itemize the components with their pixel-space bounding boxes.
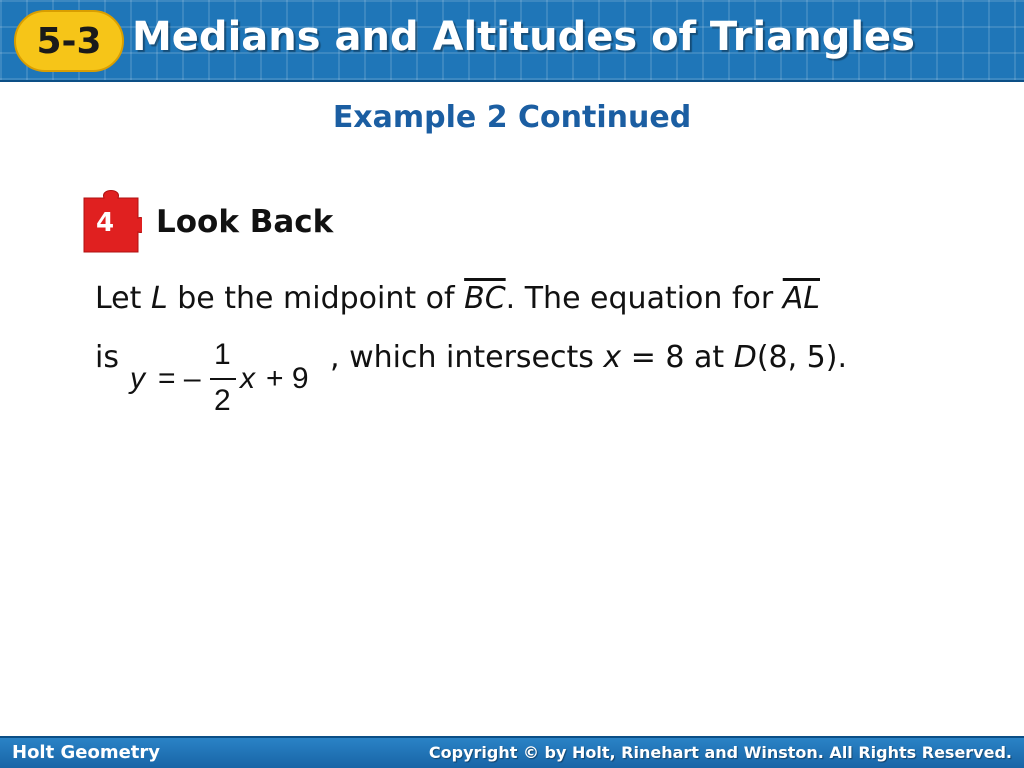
text-run: is [95, 340, 119, 375]
body-line-2-rest [330, 340, 847, 375]
fraction-bar [210, 378, 236, 380]
segment-BC: $\overline{BC}$ [464, 281, 506, 316]
text-run: Let [95, 281, 151, 316]
text-run: be the midpoint of [167, 281, 465, 316]
body-line-2-start [95, 340, 119, 375]
segment-AL: $\overline{AL}$ [782, 281, 820, 316]
footer-copyright: Copyright © by Holt, Rinehart and Winston. All Rights Reserved. [428, 743, 1012, 762]
step-title: Look Back [156, 204, 334, 240]
body-line-1 [95, 281, 820, 316]
lesson-title: Medians and Altitudes of Triangles [132, 14, 915, 60]
eq-equals: = – [158, 362, 201, 395]
eq-plus: + 9 [266, 362, 309, 395]
equation [130, 338, 320, 426]
step-number: 4 [96, 208, 115, 238]
text-run: , which intersects [330, 340, 604, 375]
var-L: L [150, 281, 168, 316]
eq-var: x [240, 362, 255, 395]
text-run: (8, 5). [756, 340, 848, 375]
eq-numerator: 1 [214, 338, 231, 371]
eq-denominator: 2 [214, 384, 231, 417]
header-banner [0, 0, 1024, 82]
footer-course: Holt Geometry [12, 742, 160, 763]
text-run: . The equation for [505, 281, 783, 316]
lesson-badge: 5-3 [14, 10, 124, 72]
var-D: D [733, 340, 757, 375]
footer-bar [0, 736, 1024, 768]
var-x: x [603, 340, 622, 375]
eq-lhs: y [130, 362, 145, 395]
example-subtitle: Example 2 Continued [332, 100, 692, 135]
step-marker [82, 184, 142, 254]
text-run: = 8 at [621, 340, 734, 375]
